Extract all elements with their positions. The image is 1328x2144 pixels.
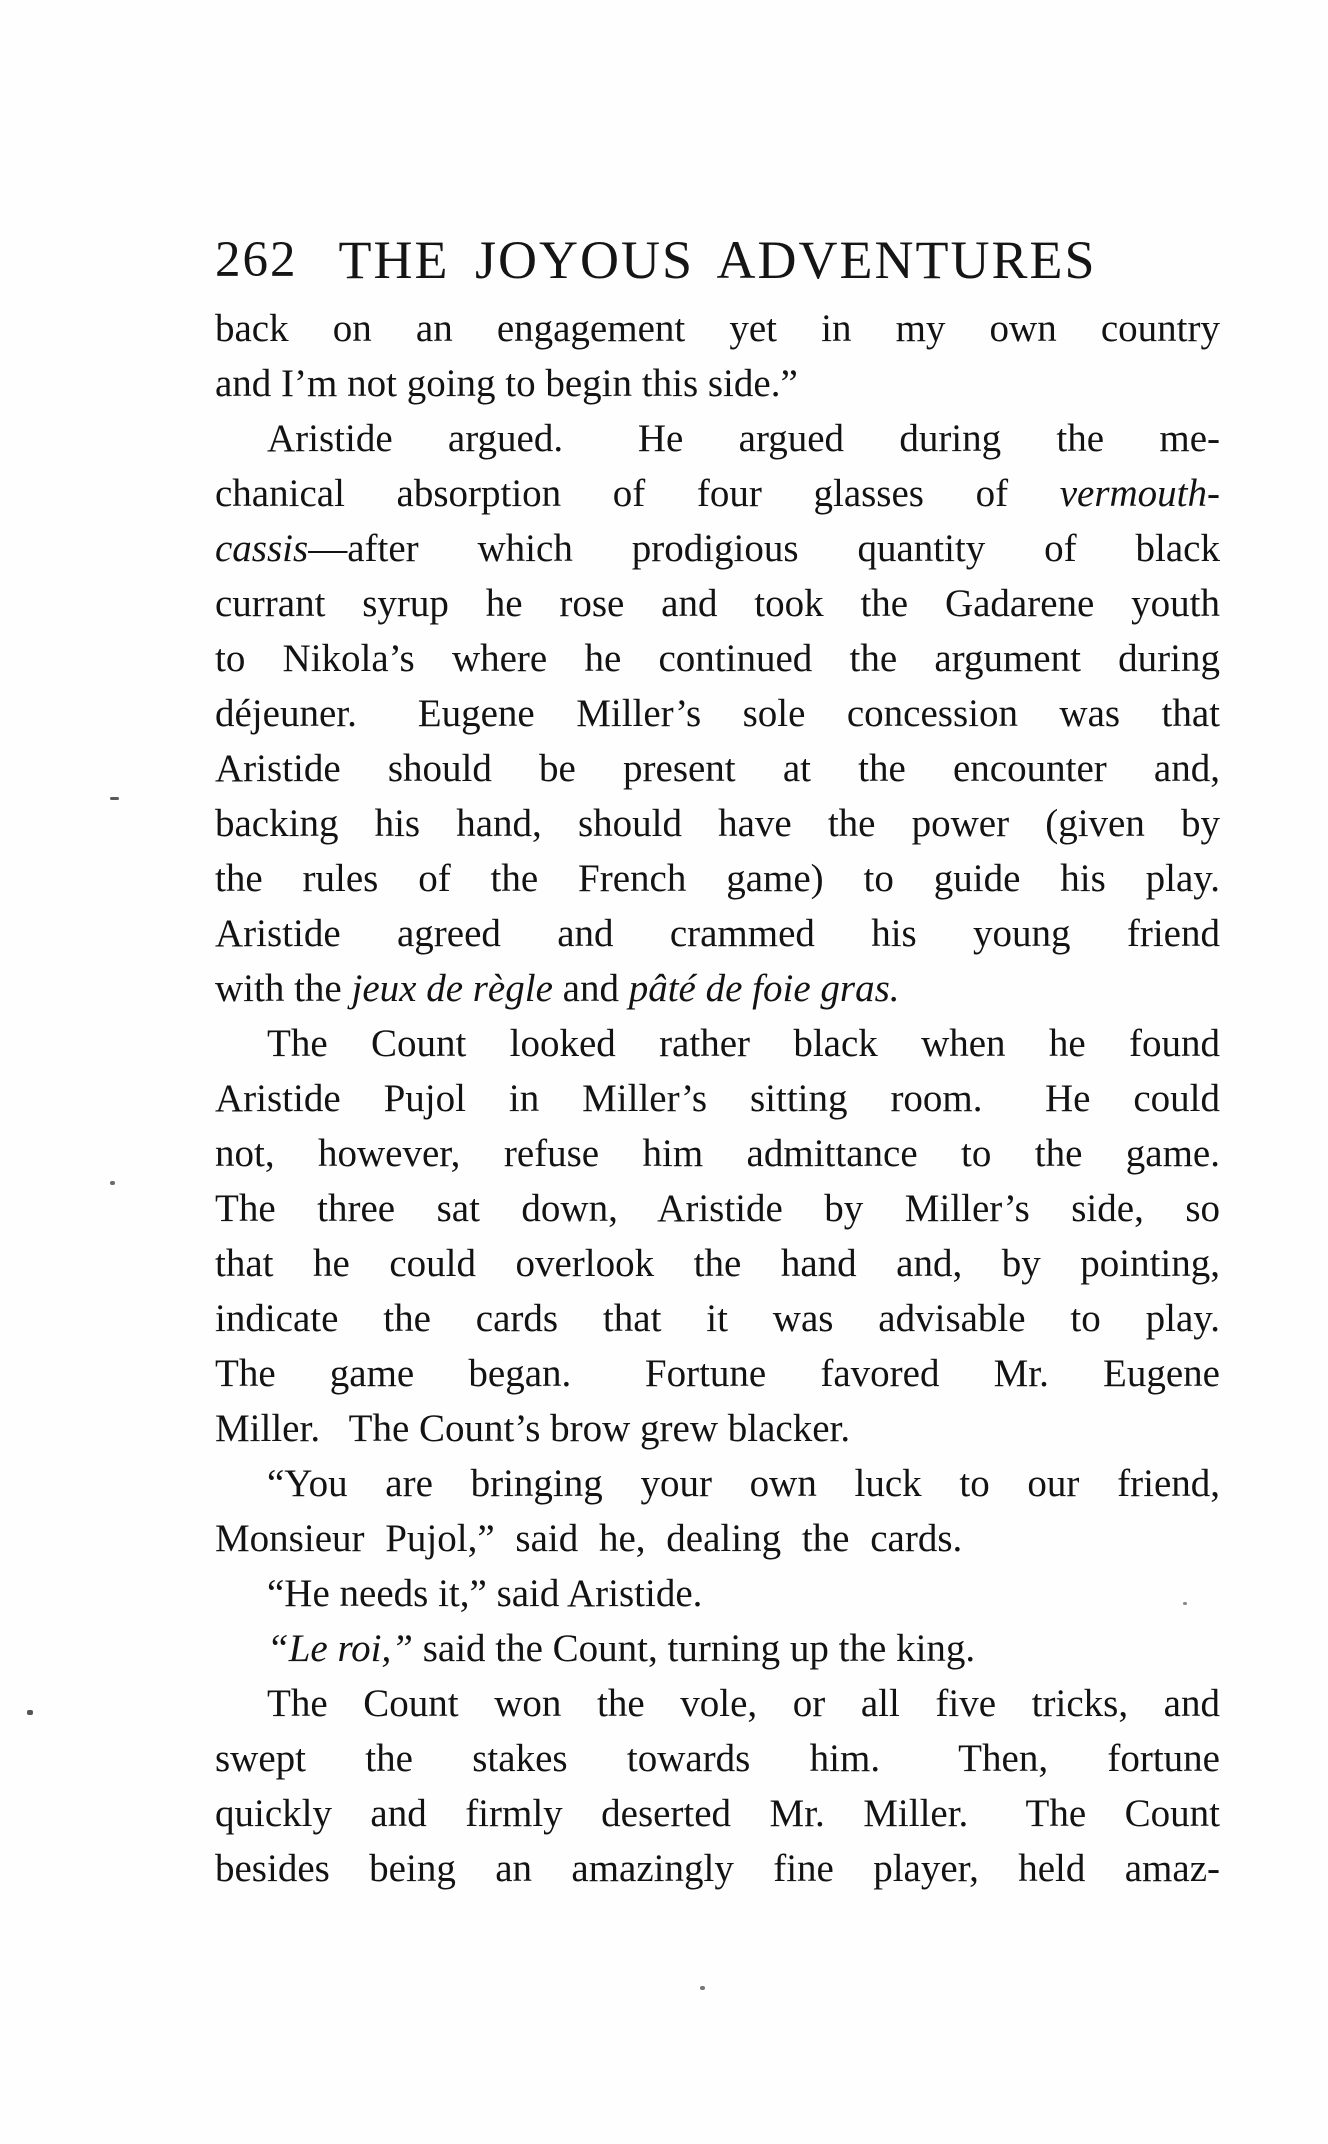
text-segment: Aristide agreed and crammed his young friend <box>215 912 1220 955</box>
text-line <box>215 631 1220 686</box>
text-line <box>215 301 1220 356</box>
text-segment: The three sat down, Aristide by Miller’s side, so <box>215 1187 1220 1230</box>
text-segment: said the Count, turning up the king. <box>412 1627 976 1670</box>
text-segment: with the <box>215 967 352 1010</box>
text-segment: The game began. Fortune favored Mr. Eugene <box>215 1352 1220 1395</box>
text-line <box>215 1401 1220 1456</box>
text-line <box>215 1566 1220 1621</box>
text-line <box>215 851 1220 906</box>
text-line <box>215 961 1220 1016</box>
italic-text-segment: vermouth- <box>1059 472 1220 515</box>
text-segment: backing his hand, should have the power (given by <box>215 802 1220 845</box>
text-segment: not, however, refuse him admittance to the game. <box>215 1132 1220 1175</box>
text-line <box>215 741 1220 796</box>
italic-text-segment: “Le roi,” <box>267 1627 413 1670</box>
page-number: 262 <box>215 232 298 288</box>
text-line <box>215 906 1220 961</box>
italic-text-segment: jeux de règle <box>351 967 553 1010</box>
text-segment: that he could overlook the hand and, by pointing, <box>215 1242 1220 1285</box>
text-segment: “You are bringing your own luck to our friend, <box>267 1462 1220 1505</box>
text-line <box>215 1731 1220 1786</box>
text-line <box>215 1456 1220 1511</box>
text-line <box>215 1071 1220 1126</box>
scan-speck <box>110 797 119 800</box>
text-segment: Aristide should be present at the encounter and, <box>215 747 1220 790</box>
text-line <box>215 796 1220 851</box>
body-text <box>215 301 1220 1896</box>
text-segment: indicate the cards that it was advisable to play. <box>215 1297 1220 1340</box>
text-line <box>215 1126 1220 1181</box>
text-line <box>215 686 1220 741</box>
text-line <box>215 411 1220 466</box>
text-segment: the rules of the French game) to guide his play. <box>215 857 1220 900</box>
scan-speck <box>110 1181 115 1185</box>
text-segment: and <box>552 967 629 1010</box>
text-segment: back on an engagement yet in my own country <box>215 307 1220 350</box>
text-line <box>215 1016 1220 1071</box>
text-segment: currant syrup he rose and took the Gadarene youth <box>215 582 1220 625</box>
italic-text-segment: pâté de foie gras. <box>628 967 900 1010</box>
text-line <box>215 576 1220 631</box>
text-line <box>215 1676 1220 1731</box>
text-segment: Miller. The Count’s brow grew blacker. <box>215 1407 851 1450</box>
text-line <box>215 466 1220 521</box>
text-line <box>215 1346 1220 1401</box>
scan-speck <box>700 1986 705 1990</box>
running-title: THE JOYOUS ADVENTURES <box>338 230 1097 290</box>
text-segment: Aristide argued. He argued during the me- <box>267 417 1220 460</box>
text-segment: —after which prodigious quantity of black <box>308 527 1220 570</box>
scan-speck <box>1183 1602 1187 1605</box>
text-segment: Aristide Pujol in Miller’s sitting room. He could <box>215 1077 1220 1120</box>
text-line <box>215 1181 1220 1236</box>
text-segment: swept the stakes towards him. Then, fortune <box>215 1737 1220 1780</box>
text-segment: besides being an amazingly fine player, held amaz- <box>215 1847 1220 1890</box>
text-line <box>215 1236 1220 1291</box>
text-line <box>215 1621 1220 1676</box>
text-line <box>215 356 1220 411</box>
text-segment: to Nikola’s where he continued the argument during <box>215 637 1220 680</box>
text-segment: The Count looked rather black when he found <box>267 1022 1220 1065</box>
text-segment: The Count won the vole, or all five tricks, and <box>267 1682 1220 1725</box>
text-line <box>215 1511 1220 1566</box>
text-segment: “He needs it,” said Aristide. <box>267 1572 703 1615</box>
page-header <box>215 226 1220 294</box>
text-segment: Monsieur Pujol,” said he, dealing the cards. <box>215 1517 963 1560</box>
text-line <box>215 1841 1220 1896</box>
text-segment: chanical absorption of four glasses of <box>215 472 1060 515</box>
text-segment: déjeuner. Eugene Miller’s sole concession was that <box>215 692 1220 735</box>
italic-text-segment: cassis <box>215 527 309 570</box>
text-line <box>215 521 1220 576</box>
text-segment: quickly and firmly deserted Mr. Miller. The Count <box>215 1792 1220 1835</box>
scan-speck <box>27 1710 33 1715</box>
text-line <box>215 1786 1220 1841</box>
text-line <box>215 1291 1220 1346</box>
text-segment: and I’m not going to begin this side.” <box>215 362 798 405</box>
